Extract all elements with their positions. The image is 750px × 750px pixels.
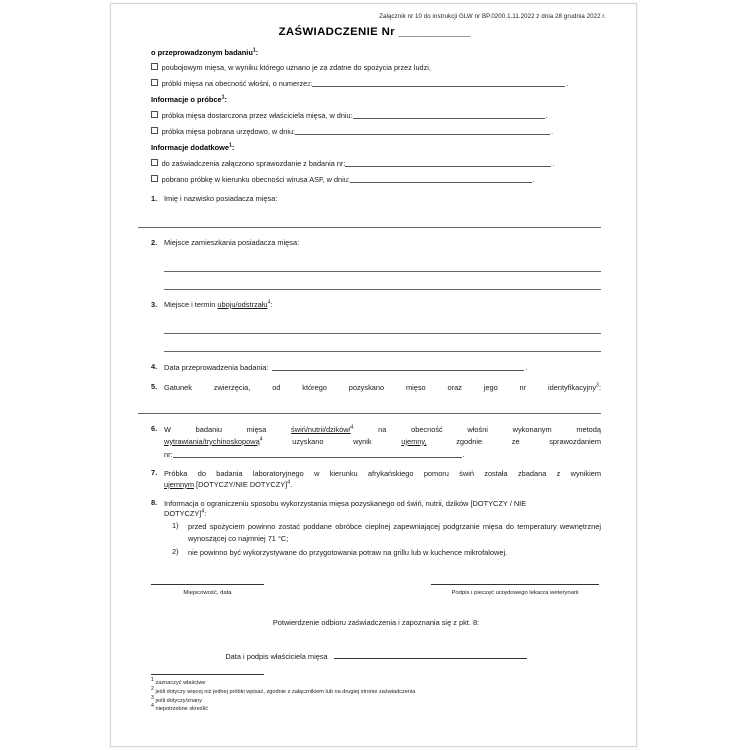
text-sup: 4: [201, 508, 205, 515]
section-heading-exam-sup: 1: [252, 47, 256, 54]
text-underlined-species: świń/nutrii/dzików/: [291, 425, 351, 435]
text-a: uzyskano wynik: [262, 436, 402, 446]
text-sup: 4: [287, 479, 291, 486]
checkbox-row-sample-1[interactable]: [151, 110, 601, 120]
sublist-item-text: przed spożyciem powinno zostać poddane obróbce cieplnej zapewniającej podgrzanie mięsa do temperatury wewnętrznej wynoszącej co najmniej 71 °C;: [188, 522, 601, 543]
section-heading-additional: [151, 143, 601, 152]
section-heading-exam-colon: :: [255, 47, 259, 57]
footnote-item: [151, 688, 616, 697]
checkbox-row-additional-2[interactable]: [151, 174, 601, 184]
checkbox-row-additional-1[interactable]: [151, 158, 601, 168]
form-item-4: [151, 362, 601, 372]
item-number: 2.: [151, 237, 158, 247]
document-reference-line: Załącznik nr 10 do instrukcji GLW nr BP.0200.1.11.2022 z dnia 28 grudnia 2022 r.: [379, 13, 606, 20]
footnote-divider: [151, 674, 264, 675]
item-label: [164, 382, 601, 393]
checkbox-icon[interactable]: [151, 175, 158, 182]
text-a: W badaniu mięsa: [164, 425, 292, 435]
signature-place-date: [151, 584, 264, 596]
text-underlined-result: ujemnym: [164, 479, 194, 489]
item-7-line-1: Próbka do badania laboratoryjnego w kierunku afrykańskiego pomoru świń została zbadana z wynikiem: [164, 469, 601, 479]
item-label-sup: 3: [596, 382, 599, 389]
colon: :: [204, 509, 207, 519]
checkbox-label: pobrano próbkę w kierunku obecności wirusa ASF, w dniu:: [161, 174, 350, 184]
blank-field-owner-address-1[interactable]: [164, 258, 601, 272]
section-heading-sample-label: Informacje o próbce: [151, 94, 222, 104]
blank-field-owner-address-2[interactable]: [164, 276, 601, 290]
sublist-item-number: 1): [172, 521, 179, 531]
checkbox-icon[interactable]: [151, 127, 158, 134]
blank-field-slaughter-place-1[interactable]: [164, 320, 601, 334]
footnote-item: [151, 694, 616, 706]
text-underlined-method: wytrawiania/trychinoskopową: [164, 436, 260, 446]
text-applicability: DOTYCZY]: [164, 509, 202, 519]
item-label-pre: Miejsce i termin: [164, 299, 218, 309]
form-item-1: [151, 194, 601, 228]
form-body: [151, 48, 601, 662]
item-number: 4.: [151, 361, 158, 371]
item-number: 5.: [151, 381, 158, 391]
form-item-7: [151, 468, 601, 488]
form-item-6: [151, 424, 601, 459]
footnote-text: niepotrzebne skreślić: [155, 706, 208, 713]
section-heading-additional-label: Informacje dodatkowe: [151, 142, 230, 152]
sublist-item: [164, 521, 601, 544]
item-label: Miejsce zamieszkania posiadacza mięsa:: [164, 237, 300, 247]
checkbox-row-exam-2[interactable]: próbki mięsa na obecność włośni, o numerze 2 : .: [151, 78, 601, 88]
item-label: [164, 300, 601, 309]
text-underlined-result: ujemny,: [401, 436, 427, 446]
form-item-8: [151, 498, 601, 559]
item-number: 3.: [151, 299, 158, 309]
item-7-line-2: [164, 480, 601, 489]
signature-caption: Podpis i pieczęć urzędowego lekarza weterynarii: [451, 590, 579, 597]
sublist-item: [164, 547, 601, 558]
section-heading-additional-sup: 1: [229, 142, 232, 149]
owner-signature-label: Data i podpis właściciela mięsa: [225, 652, 328, 662]
blank-field-asf-sampling-date[interactable]: [350, 175, 532, 183]
footnote-item: [151, 679, 616, 688]
item-8-sublist: [164, 521, 601, 558]
section-heading-exam-label: o przeprowadzonym badaniu: [151, 47, 253, 57]
footnote-text: zaznaczyć właściwe: [155, 680, 206, 687]
signature-caption: Miejscowość, data: [183, 590, 232, 597]
text-sup: 4: [259, 436, 263, 443]
blank-field-sample-number[interactable]: [312, 79, 565, 87]
footnote-item: [151, 705, 616, 714]
certificate-number-blank: ___________: [398, 25, 471, 38]
item-label: Imię i nazwisko posiadacza mięsa:: [164, 193, 278, 203]
section-heading-exam: [151, 48, 601, 57]
section-heading-sample-colon: :: [224, 94, 227, 104]
blank-field-exam-date[interactable]: [272, 363, 524, 371]
item-number: 1.: [151, 193, 158, 203]
checkbox-label: próbki mięsa na obecność włośni, o numerze: [161, 78, 308, 88]
confirmation-text: Potwierdzenie odbioru zaświadczenia i zapoznania się z pkt. 8:: [272, 618, 480, 628]
item-label-text: Gatunek zwierzęcia, od którego pozyskano mięso oraz jego nr identyfikacyjny: [164, 382, 597, 392]
item-label-sup: 4: [267, 299, 271, 306]
page-title-prefix: ZAŚWIADCZENIE Nr: [278, 25, 395, 38]
blank-field-species-id[interactable]: [138, 400, 601, 414]
footnote-marker: 4: [151, 703, 154, 710]
footnote-marker: 2: [151, 686, 154, 693]
checkbox-label: próbka mięsa dostarczona przez właściciela mięsa, w dniu:: [161, 110, 353, 120]
blank-field-delivery-date[interactable]: [353, 111, 545, 119]
document-page: [110, 3, 637, 747]
footnotes: [151, 679, 616, 714]
period: .: [552, 158, 555, 168]
checkbox-row-exam-1[interactable]: [151, 63, 601, 72]
item-8-line-1: Informacja o ograniczeniu sposobu wykorzystania mięsa pozyskanego od świń, nutrii, dzików [DOTYCZY / NIE: [164, 498, 527, 508]
item-label: Data przeprowadzenia badania:: [164, 362, 269, 372]
signature-block: [151, 584, 601, 596]
item-number: 6.: [151, 424, 158, 434]
checkbox-label: do zaświadczenia załączono sprawozdanie z badania nr:: [161, 158, 346, 168]
text-b: na obecność włośni wykonanym metodą: [353, 425, 601, 435]
period: .: [545, 110, 548, 120]
item-8-line-2: [164, 509, 601, 518]
checkbox-icon[interactable]: [151, 63, 158, 70]
item-number: 7.: [151, 468, 158, 478]
footnote-text: jeśli dotyczy więcej niż jednej próbki wpisać, zgodnie z załącznikiem lub na drugiej stronie zaświadczenia: [155, 689, 416, 696]
footnote-marker: 1: [151, 677, 154, 684]
blank-field-owner-signature[interactable]: [334, 649, 527, 659]
form-item-5: [151, 382, 601, 414]
blank-field-slaughter-place-2[interactable]: [164, 338, 601, 352]
blank-field-owner-name[interactable]: [138, 214, 601, 228]
checkbox-label: próbka mięsa pobrana urzędowo, w dniu:: [161, 126, 296, 136]
period: .: [551, 126, 554, 136]
page-title: [133, 26, 616, 38]
document-content: [111, 4, 637, 714]
section-heading-sample-sup: 1: [221, 94, 225, 101]
item-label-underlined: uboju/odstrzału: [217, 299, 268, 309]
footnote-marker: 3: [151, 694, 154, 701]
item-6-line-3: [164, 449, 601, 459]
item-label-post: :: [270, 299, 273, 309]
text-b: zgodnie ze sprawozdaniem: [426, 436, 601, 446]
item-number: 8.: [151, 497, 158, 507]
section-heading-additional-colon: :: [231, 142, 235, 152]
period: .: [462, 450, 465, 460]
blank-field-official-sampling-date[interactable]: [295, 127, 550, 135]
item-6-line-1: [164, 424, 601, 435]
checkbox-label: poubojowym mięsa, w wyniku którego uznano je za zdatne do spożycia przez ludzi,: [161, 62, 431, 72]
sublist-item-number: 2): [172, 546, 179, 556]
sublist-item-text: nie powinno być wykorzystywane do przygotowania potraw na grillu lub w kuchence mikrofalowej.: [188, 547, 508, 557]
owner-signature-row: [151, 649, 601, 661]
signature-line[interactable]: [431, 584, 599, 585]
checkbox-icon[interactable]: [151, 79, 158, 86]
blank-field-report-number[interactable]: [345, 159, 551, 167]
text-sup: 4: [350, 424, 354, 431]
checkbox-icon[interactable]: [151, 111, 158, 118]
checkbox-row-sample-2[interactable]: [151, 126, 601, 136]
form-item-3: [151, 300, 601, 352]
section-heading-sample: [151, 95, 601, 104]
signature-vet: [431, 584, 599, 596]
form-item-2: [151, 238, 601, 290]
signature-line[interactable]: [151, 584, 264, 585]
blank-field-trichinella-report-number[interactable]: [173, 450, 462, 458]
report-number-label: nr:: [164, 450, 173, 460]
period: .: [532, 174, 535, 184]
footnote-text: jeśli dotyczy/znany: [155, 697, 203, 704]
period: .: [290, 479, 293, 489]
item-label-colon: :: [598, 382, 601, 392]
item-6-line-2: [164, 436, 601, 447]
period: .: [525, 362, 528, 372]
checkbox-icon[interactable]: [151, 159, 158, 166]
text-applicability: [DOTYCZY/NIE DOTYCZY]: [193, 479, 288, 489]
period: .: [566, 78, 569, 88]
